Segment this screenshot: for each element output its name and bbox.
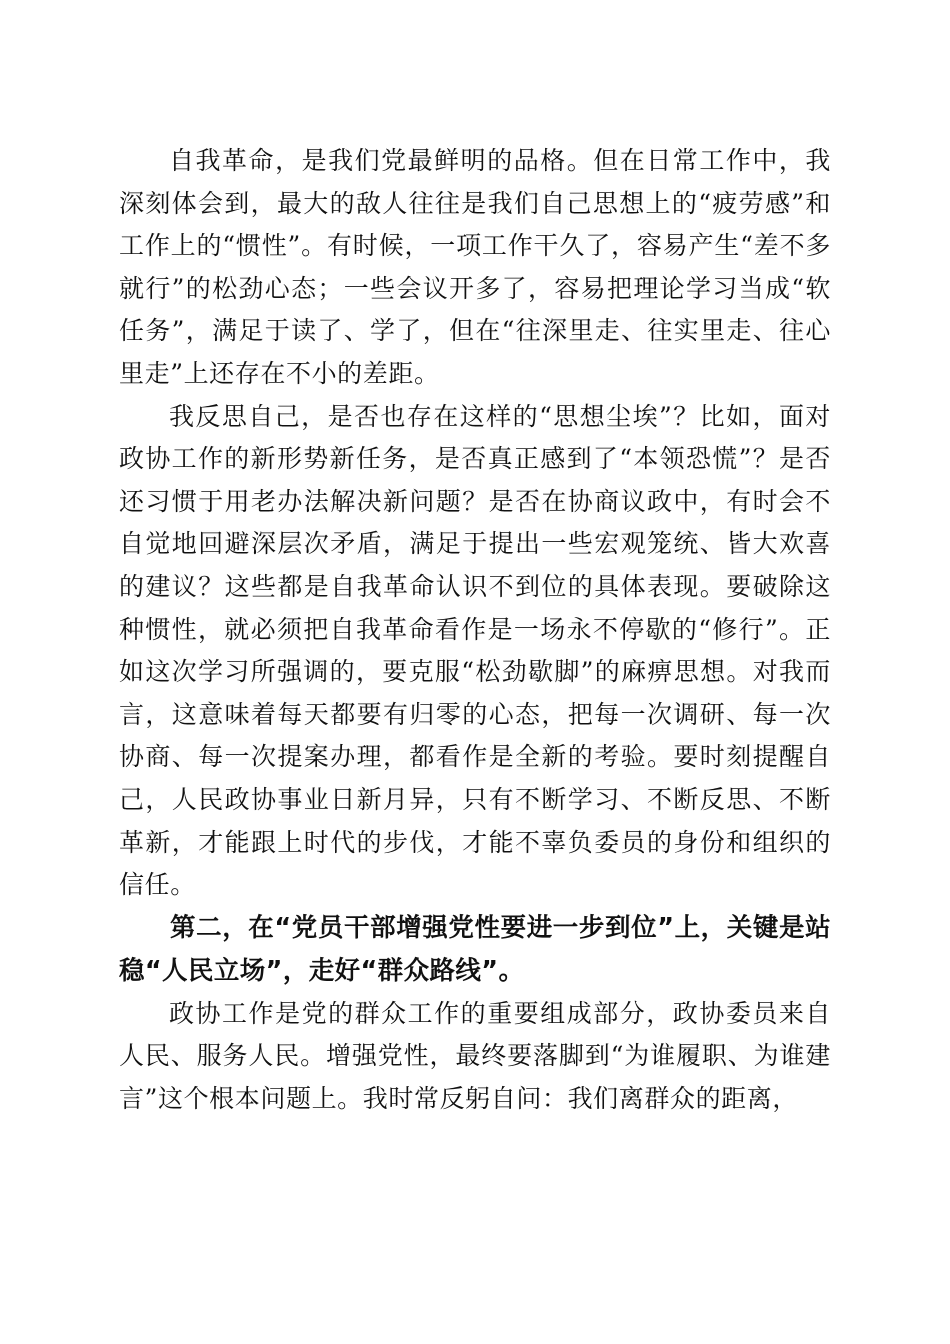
section-heading-second: 第二，在“党员干部增强党性要进一步到位”上，关键是站稳“人民立场”，走好“群众路线”。 <box>119 912 831 986</box>
paragraph-self-reflection: 我反思自己，是否也存在这样的“思想尘埃”？比如，面对政协工作的新形势新任务，是否真正感到了“本领恐慌”？是否还习惯于用老办法解决新问题？是否在协商议政中，有时会不自觉地回避深层次矛盾，满足于提出一些宏观笼统、皆大欢喜的建议？这些都是自我革命认识不到位的具体表现。要破除这种惯性，就必须把自我革命看作是一场永不停歇的“修行”。正如这次学习所强调的，要克服“松劲歇脚”的麻痹思想。对我而言，这意味着每天都要有归零的心态，把每一次调研、每一次协商、每一次提案办理，都看作是全新的考验。要时刻提醒自己，人民政协事业日新月异，只有不断学习、不断反思、不断革新，才能跟上时代的步伐，才能不辜负委员的身份和组织的信任。 <box>119 401 831 900</box>
paragraph-mass-work: 政协工作是党的群众工作的重要组成部分，政协委员来自人民、服务人民。增强党性，最终要落脚到“为谁履职、为谁建言”这个根本问题上。我时常反躬自问：我们离群众的距离， <box>119 998 831 1113</box>
document-body <box>119 140 831 1120</box>
paragraph-self-revolution: 自我革命，是我们党最鲜明的品格。但在日常工作中，我深刻体会到，最大的敌人往往是我们自己思想上的“疲劳感”和工作上的“惯性”。有时候，一项工作干久了，容易产生“差不多就行”的松劲心态；一些会议开多了，容易把理论学习当成“软任务”，满足于读了、学了，但在“往深里走、往实里走、往心里走”上还存在不小的差距。 <box>119 146 831 388</box>
